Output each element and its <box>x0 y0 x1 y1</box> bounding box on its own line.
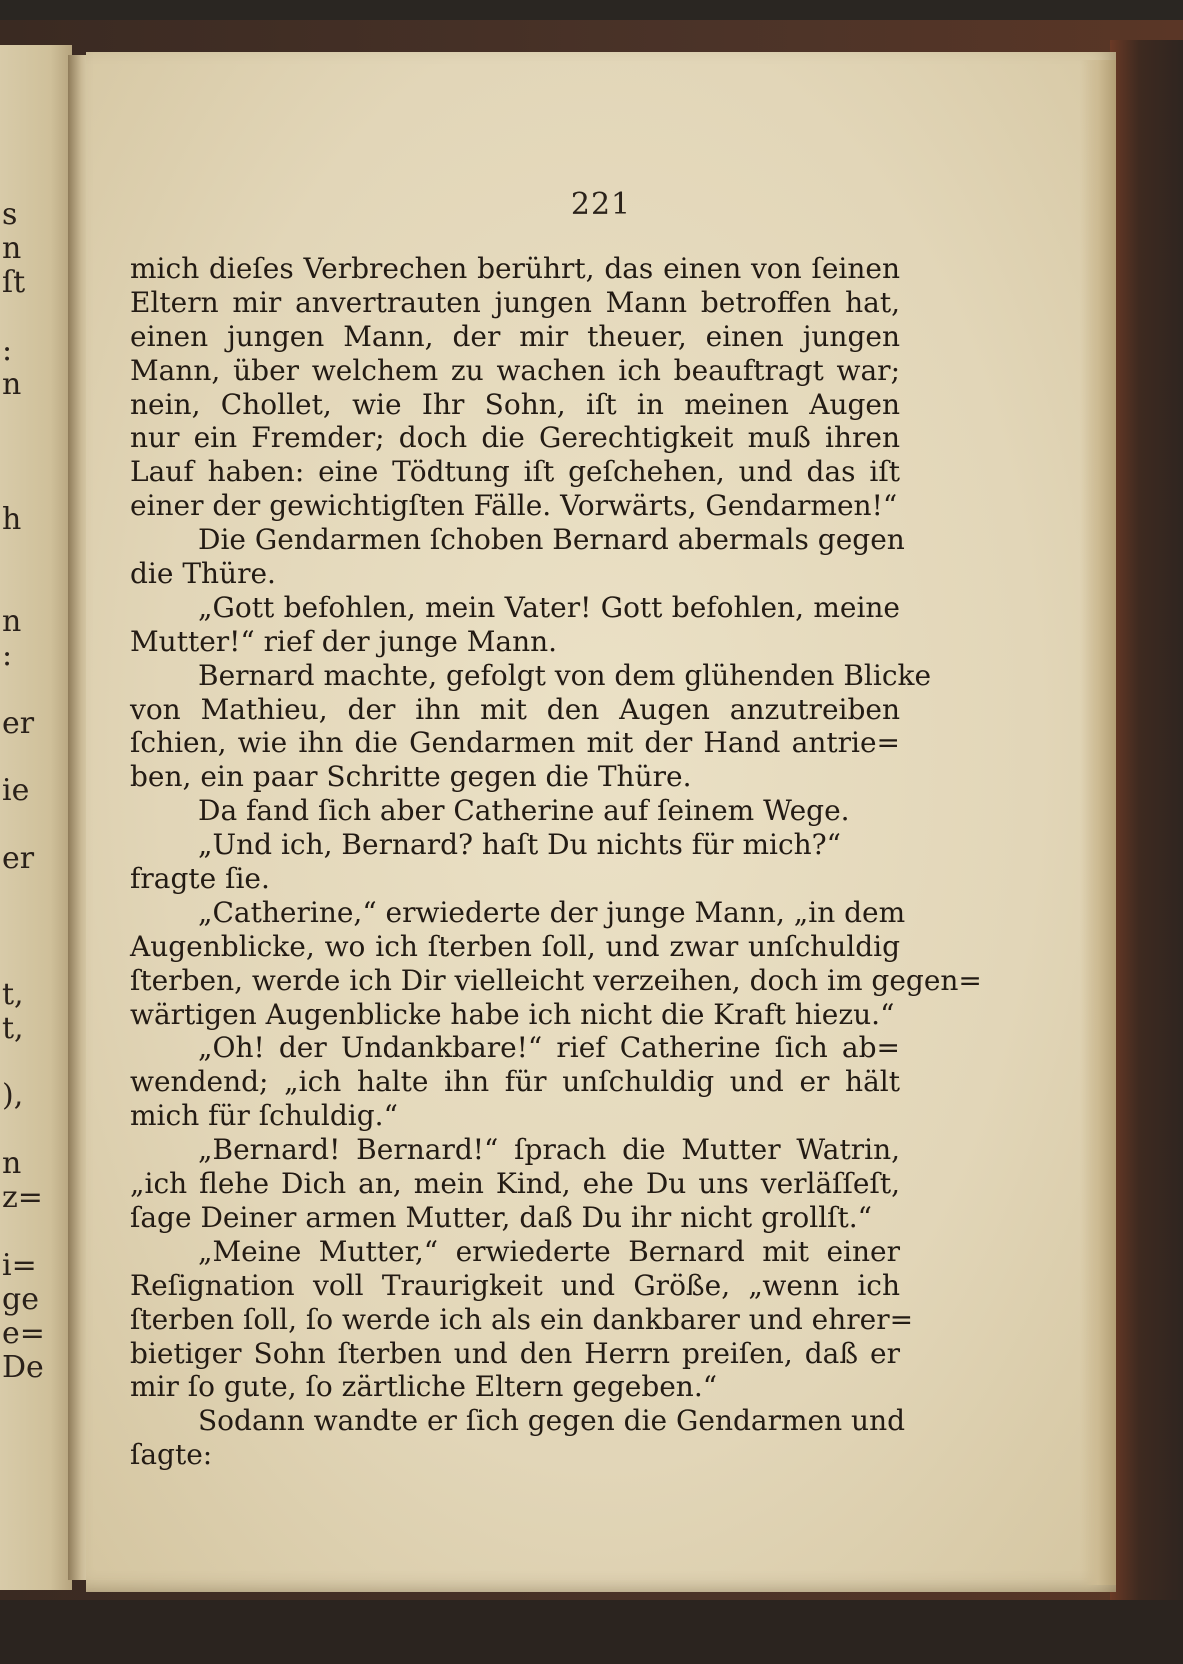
facing-page-text-fragment: t, <box>2 976 24 1012</box>
text-line: ſterben, werde ich Dir vielleicht verzeihen, doch im gegen= <box>130 963 982 997</box>
text-line: ſagte: <box>130 1438 213 1472</box>
cover-bottom-edge <box>0 1600 1183 1664</box>
text-line: „Bernard! Bernard!“ ſprach die Mutter Watrin, <box>198 1133 900 1167</box>
facing-page-text-fragment: De <box>2 1349 44 1385</box>
facing-page-text-fragment: ie <box>2 773 30 809</box>
text-line: Augenblicke, wo ich ſterben ſoll, und zwar unſchuldig <box>130 929 900 963</box>
facing-page-text-fragment: n <box>2 230 22 266</box>
text-line: „ich flehe Dich an, mein Kind, ehe Du uns verläſſeſt, <box>130 1167 900 1201</box>
facing-page-text-fragment: h <box>2 502 22 538</box>
text-line: die Thüre. <box>130 557 276 591</box>
facing-page-text-fragment: er <box>2 705 35 741</box>
text-line: Sodann wandte er ſich gegen die Gendarmen und <box>198 1404 906 1438</box>
facing-page-text-fragment: e= <box>2 1315 45 1351</box>
facing-page-text-fragment: ge <box>2 1281 39 1317</box>
text-line: ben, ein paar Schritte gegen die Thüre. <box>130 760 692 794</box>
facing-page-text-fragment: : <box>2 637 13 673</box>
text-line: Lauf haben: eine Tödtung iſt geſchehen, und das iſt <box>130 455 900 489</box>
text-line: „Und ich, Bernard? haſt Du nichts für mich?“ <box>198 828 841 862</box>
text-line: „Gott befohlen, mein Vater! Gott befohlen, meine <box>198 590 900 624</box>
text-line: Eltern mir anvertrauten jungen Mann betroffen hat, <box>130 285 900 319</box>
facing-page-text-fragment: n <box>2 366 22 402</box>
text-line: einen jungen Mann, der mir theuer, einen jungen <box>130 319 900 353</box>
page-number: 221 <box>570 187 632 222</box>
text-line: nein, Chollet, wie Ihr Sohn, iſt in meinen Augen <box>130 387 900 421</box>
text-line: bietiger Sohn ſterben und den Herrn preiſen, daß er <box>130 1336 900 1370</box>
facing-page-text-fragment: z= <box>2 1180 43 1216</box>
text-line: Reſignation voll Traurigkeit und Größe, „wenn ich <box>130 1268 900 1302</box>
text-line: nur ein Fremder; doch die Gerechtigkeit muß ihren <box>130 421 900 455</box>
text-line: fragte ſie. <box>130 862 270 896</box>
page-fore-edge <box>1080 60 1116 1585</box>
facing-page-text-fragment: er <box>2 841 35 877</box>
facing-page-text-fragment: ſt <box>2 264 26 300</box>
facing-page-text-fragment: i= <box>2 1247 37 1283</box>
text-line: Da fand ſich aber Catherine auf ſeinem Wege. <box>198 794 850 828</box>
facing-page-fragment <box>0 45 72 1590</box>
text-line: mich dieſes Verbrechen berührt, das einen von ſeinen <box>130 252 900 285</box>
text-line: „Oh! der Undankbare!“ rief Catherine ſich ab= <box>198 1031 900 1065</box>
text-line: ſterben ſoll, ſo werde ich als ein dankbarer und ehrer= <box>130 1302 914 1336</box>
text-line: von Mathieu, der ihn mit den Augen anzutreiben <box>130 692 900 726</box>
text-line: einer der gewichtigſten Fälle. Vorwärts, Gendarmen!“ <box>130 489 898 523</box>
facing-page-text-fragment: : <box>2 332 13 368</box>
facing-page-text-fragment: n <box>2 603 22 639</box>
text-line: wendend; „ich halte ihn für unſchuldig und er hält <box>130 1065 900 1099</box>
facing-page-text-fragment: s <box>2 197 18 232</box>
text-line: mir ſo gute, ſo zärtliche Eltern gegeben.“ <box>130 1370 718 1404</box>
text-line: Mann, über welchem zu wachen ich beauftragt war; <box>130 353 900 387</box>
text-line: Mutter!“ rief der junge Mann. <box>130 624 558 658</box>
facing-page-text-fragment: t, <box>2 1010 24 1046</box>
text-line: wärtigen Augenblicke habe ich nicht die Kraft hiezu.“ <box>130 997 895 1031</box>
text-line: ſchien, wie ihn die Gendarmen mit der Hand antrie= <box>130 726 900 760</box>
facing-page-text-fragment: ), <box>2 1078 24 1114</box>
facing-page-text-fragment: n <box>2 1146 22 1182</box>
text-line: „Meine Mutter,“ erwiederte Bernard mit einer <box>198 1234 900 1268</box>
cover-board-edge <box>1110 40 1183 1660</box>
text-line: Bernard machte, gefolgt von dem glühenden Blicke <box>198 658 932 692</box>
text-line: mich für ſchuldig.“ <box>130 1099 398 1133</box>
text-line: Die Gendarmen ſchoben Bernard abermals gegen <box>198 523 905 557</box>
text-line: ſage Deiner armen Mutter, daß Du ihr nicht grollſt.“ <box>130 1200 872 1234</box>
text-line: „Catherine,“ erwiederte der junge Mann, „in dem <box>198 895 906 929</box>
book-page <box>86 52 1116 1592</box>
body-text <box>130 252 982 1472</box>
